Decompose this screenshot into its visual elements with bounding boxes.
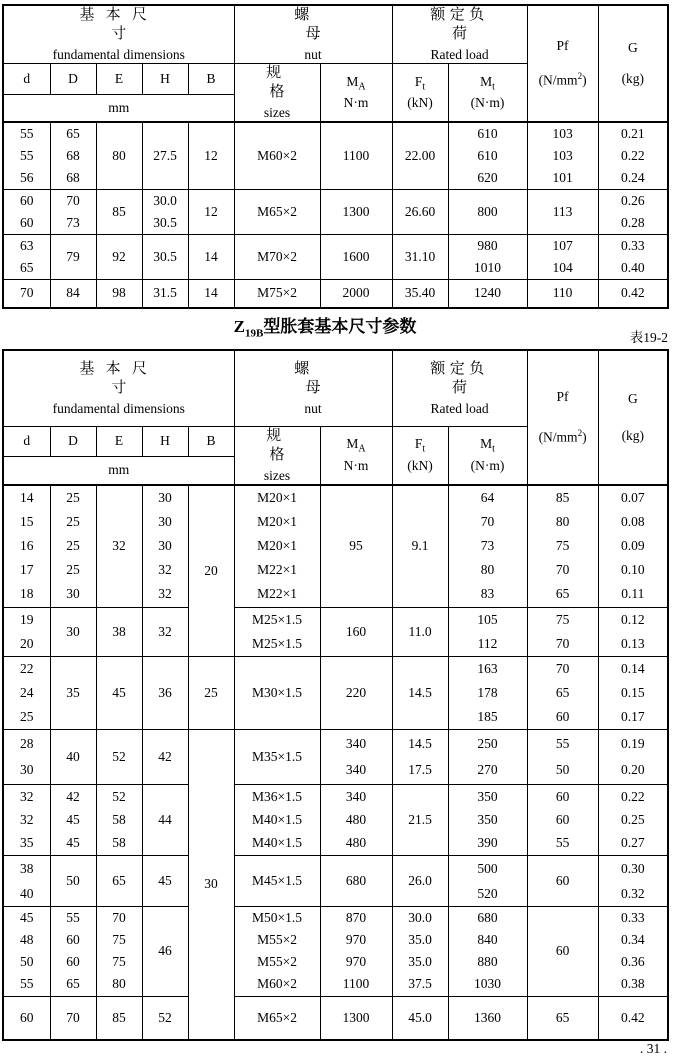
cell-g: 0.42 (598, 280, 668, 308)
cell-sizes: M25×1.5 M25×1.5 (234, 607, 320, 656)
cell-mt: 680 840 880 1030 (448, 906, 527, 996)
cell-ma: 680 (320, 855, 392, 906)
cell-pf: 70 65 60 (527, 656, 598, 729)
cell-mt: 163 178 185 (448, 656, 527, 729)
cell-E: 45 (96, 656, 142, 729)
header-ma: $M_A$ N·m (320, 64, 392, 123)
cell-H: 42 (142, 729, 188, 784)
cell-d: 19 20 (3, 607, 50, 656)
cell-H: 52 (142, 996, 188, 1040)
title-row (0, 316, 700, 346)
cell-ma: 340 480 480 (320, 784, 392, 855)
cell-ft: 21.5 (392, 784, 448, 855)
cell-sizes: M75×2 (234, 280, 320, 308)
table-ref-label: 表19-2 (629, 330, 668, 345)
table-upper-header (3, 5, 668, 122)
cell-H: 32 (142, 607, 188, 656)
header-E: E (96, 64, 142, 95)
header-g: G (kg) (598, 5, 668, 122)
header-D: D (50, 426, 96, 456)
cell-E: 32 (96, 485, 142, 607)
cell-H: 30.0 30.5 (142, 190, 188, 235)
header-E: E (96, 426, 142, 456)
cell-ft: 14.5 17.5 (392, 729, 448, 784)
cell-D: 40 (50, 729, 96, 784)
cell-E: 52 58 58 (96, 784, 142, 855)
cell-sizes: M36×1.5 M40×1.5 M40×1.5 (234, 784, 320, 855)
cell-pf: 103 103 101 (527, 122, 598, 190)
header-d: d (3, 64, 50, 95)
table-z19b-row-group (3, 656, 668, 729)
cell-sizes: M60×2 (234, 122, 320, 190)
cell-D: 25 25 25 25 30 (50, 485, 96, 607)
header-rated-load: 额定负荷 Rated load (392, 350, 527, 426)
cell-pf: 113 (527, 190, 598, 235)
cell-d: 32 32 35 (3, 784, 50, 855)
cell-d: 70 (3, 280, 50, 308)
cell-sizes: M45×1.5 (234, 855, 320, 906)
cell-E: 65 (96, 855, 142, 906)
cell-ma: 1300 (320, 996, 392, 1040)
cell-pf: 110 (527, 280, 598, 308)
header-d: d (3, 426, 50, 456)
table-z19b-row-group (3, 855, 668, 906)
cell-D: 70 73 (50, 190, 96, 235)
header-mm: mm (3, 95, 234, 122)
cell-g: 0.22 0.25 0.27 (598, 784, 668, 855)
cell-B: 12 (188, 122, 234, 190)
cell-mt: 350 350 390 (448, 784, 527, 855)
cell-mt: 64 70 73 80 83 (448, 485, 527, 607)
table-z19b-row-group (3, 784, 668, 855)
table-z19b (2, 349, 669, 1041)
cell-H: 30 30 30 32 32 (142, 485, 188, 607)
cell-mt: 1240 (448, 280, 527, 308)
header-ft: $F_t$ (kN) (392, 64, 448, 123)
cell-d: 63 65 (3, 235, 50, 280)
cell-D: 35 (50, 656, 96, 729)
cell-ma: 1300 (320, 190, 392, 235)
cell-pf: 75 70 (527, 607, 598, 656)
header-mt: $M_t$ (N·m) (448, 64, 527, 123)
cell-D: 65 68 68 (50, 122, 96, 190)
cell-B: 30 (188, 729, 234, 1040)
cell-E: 85 (96, 996, 142, 1040)
cell-ft: 35.40 (392, 280, 448, 308)
header-H: H (142, 64, 188, 95)
cell-ma: 95 (320, 485, 392, 607)
cell-ft: 11.0 (392, 607, 448, 656)
header-pf: Pf $(N/mm^2)$ (527, 5, 598, 122)
cell-B: 20 (188, 485, 234, 656)
cell-sizes: M20×1 M20×1 M20×1 M22×1 M22×1 (234, 485, 320, 607)
cell-H: 31.5 (142, 280, 188, 308)
cell-ft: 45.0 (392, 996, 448, 1040)
cell-ft: 30.0 35.0 35.0 37.5 (392, 906, 448, 996)
cell-mt: 500 520 (448, 855, 527, 906)
cell-pf: 60 (527, 855, 598, 906)
cell-sizes: M70×2 (234, 235, 320, 280)
cell-B: 12 (188, 190, 234, 235)
cell-E: 70 75 75 80 (96, 906, 142, 996)
header-fundamental-dimensions: 基本尺寸 fundamental dimensions (3, 5, 234, 64)
table-upper-row-group (3, 122, 668, 190)
cell-sizes: M50×1.5 M55×2 M55×2 M60×2 (234, 906, 320, 996)
cell-mt: 610 610 620 (448, 122, 527, 190)
table-z19b-row-group (3, 729, 668, 784)
cell-E: 80 (96, 122, 142, 190)
cell-ft: 31.10 (392, 235, 448, 280)
cell-ft: 26.60 (392, 190, 448, 235)
cell-E: 98 (96, 280, 142, 308)
header-fundamental-dimensions: 基本尺寸 fundamental dimensions (3, 350, 234, 426)
cell-pf: 107 104 (527, 235, 598, 280)
table-z19b-row-group (3, 906, 668, 996)
cell-d: 38 40 (3, 855, 50, 906)
header-nut: 螺母 nut (234, 5, 392, 64)
table2-title: $Z_{19B}$型胀套基本尺寸参数 (233, 317, 417, 340)
cell-g: 0.30 0.32 (598, 855, 668, 906)
cell-E: 85 (96, 190, 142, 235)
cell-sizes: M35×1.5 (234, 729, 320, 784)
cell-E: 52 (96, 729, 142, 784)
cell-B: 14 (188, 235, 234, 280)
cell-H: 44 (142, 784, 188, 855)
table-upper-row-group (3, 235, 668, 280)
table-z19b-header (3, 350, 668, 485)
cell-B: 25 (188, 656, 234, 729)
cell-D: 79 (50, 235, 96, 280)
cell-mt: 105 112 (448, 607, 527, 656)
cell-sizes: M65×2 (234, 190, 320, 235)
cell-D: 50 (50, 855, 96, 906)
header-ma: $M_A$ N·m (320, 426, 392, 485)
cell-g: 0.14 0.15 0.17 (598, 656, 668, 729)
cell-g: 0.33 0.40 (598, 235, 668, 280)
cell-H: 45 (142, 855, 188, 906)
cell-sizes: M65×2 (234, 996, 320, 1040)
cell-ma: 160 (320, 607, 392, 656)
cell-pf: 85 80 75 70 65 (527, 485, 598, 607)
cell-E: 38 (96, 607, 142, 656)
cell-D: 70 (50, 996, 96, 1040)
header-D: D (50, 64, 96, 95)
cell-d: 28 30 (3, 729, 50, 784)
cell-ma: 340 340 (320, 729, 392, 784)
cell-ft: 14.5 (392, 656, 448, 729)
header-B: B (188, 64, 234, 95)
cell-sizes: M30×1.5 (234, 656, 320, 729)
page-number: . 31 . (640, 1041, 667, 1056)
table-upper (2, 4, 669, 309)
cell-g: 0.42 (598, 996, 668, 1040)
cell-g: 0.21 0.22 0.24 (598, 122, 668, 190)
header-B: B (188, 426, 234, 456)
cell-H: 27.5 (142, 122, 188, 190)
table-z19b-row-group (3, 996, 668, 1040)
cell-ma: 1100 (320, 122, 392, 190)
table-z19b-row-group (3, 485, 668, 607)
cell-E: 92 (96, 235, 142, 280)
cell-ft: 22.00 (392, 122, 448, 190)
cell-ma: 1600 (320, 235, 392, 280)
header-g: G (kg) (598, 350, 668, 485)
table-z19b-body (3, 485, 668, 1040)
table-upper-body (3, 122, 668, 308)
table-z19b-row-group (3, 607, 668, 656)
cell-ft: 26.0 (392, 855, 448, 906)
cell-ma: 220 (320, 656, 392, 729)
cell-pf: 55 50 (527, 729, 598, 784)
cell-d: 60 (3, 996, 50, 1040)
cell-ma: 2000 (320, 280, 392, 308)
cell-D: 42 45 45 (50, 784, 96, 855)
cell-mt: 250 270 (448, 729, 527, 784)
header-ft: $F_t$ (kN) (392, 426, 448, 485)
header-pf: Pf $(N/mm^2)$ (527, 350, 598, 485)
cell-g: 0.07 0.08 0.09 0.10 0.11 (598, 485, 668, 607)
cell-g: 0.19 0.20 (598, 729, 668, 784)
header-rated-load: 额定负荷 Rated load (392, 5, 527, 64)
cell-d: 55 55 56 (3, 122, 50, 190)
header-nut: 螺母 nut (234, 350, 392, 426)
cell-pf: 60 60 55 (527, 784, 598, 855)
cell-d: 60 60 (3, 190, 50, 235)
table-upper-row-group (3, 280, 668, 308)
cell-B: 14 (188, 280, 234, 308)
header-sizes: 规格 sizes (234, 64, 320, 123)
cell-ft: 9.1 (392, 485, 448, 607)
header-H: H (142, 426, 188, 456)
cell-d: 45 48 50 55 (3, 906, 50, 996)
header-mm: mm (3, 456, 234, 485)
cell-H: 46 (142, 906, 188, 996)
cell-pf: 60 (527, 906, 598, 996)
cell-H: 30.5 (142, 235, 188, 280)
cell-H: 36 (142, 656, 188, 729)
cell-D: 55 60 60 65 (50, 906, 96, 996)
cell-mt: 980 1010 (448, 235, 527, 280)
table-upper-row-group (3, 190, 668, 235)
cell-mt: 1360 (448, 996, 527, 1040)
cell-g: 0.33 0.34 0.36 0.38 (598, 906, 668, 996)
cell-d: 14 15 16 17 18 (3, 485, 50, 607)
cell-D: 84 (50, 280, 96, 308)
cell-mt: 800 (448, 190, 527, 235)
cell-pf: 65 (527, 996, 598, 1040)
cell-d: 22 24 25 (3, 656, 50, 729)
cell-g: 0.12 0.13 (598, 607, 668, 656)
header-sizes: 规格 sizes (234, 426, 320, 485)
cell-g: 0.26 0.28 (598, 190, 668, 235)
header-mt: $M_t$ (N·m) (448, 426, 527, 485)
cell-D: 30 (50, 607, 96, 656)
cell-ma: 870 970 970 1100 (320, 906, 392, 996)
